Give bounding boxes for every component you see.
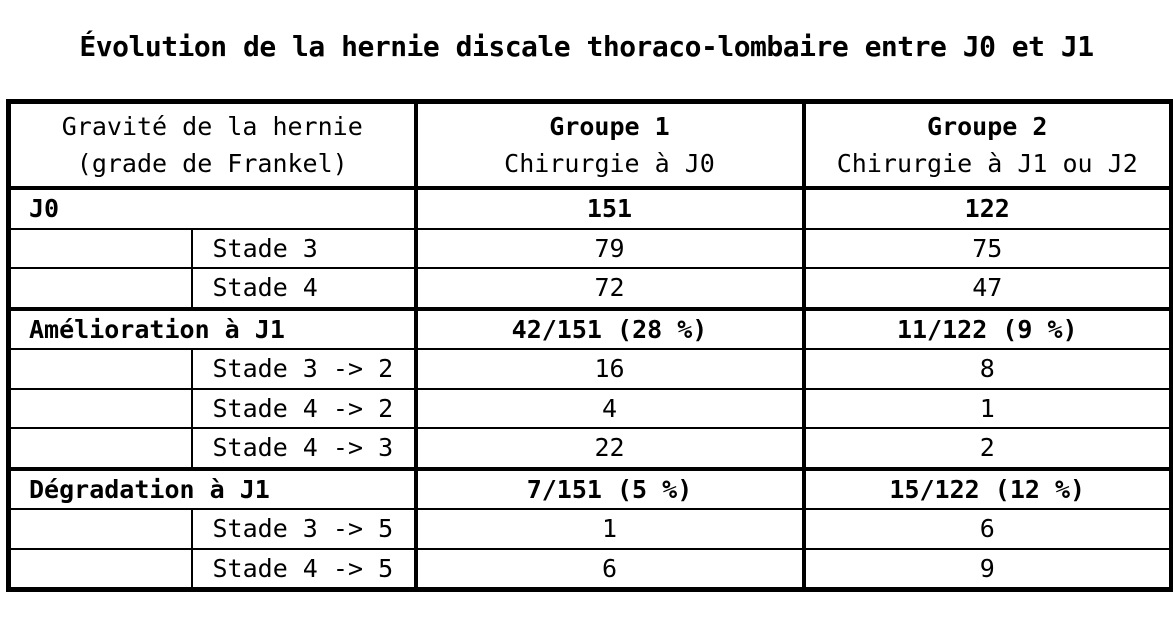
group1-cell: 16 — [416, 349, 804, 389]
header-group2-subtitle: Chirurgie à J1 ou J2 — [836, 149, 1138, 178]
group2-cell: 122 — [804, 188, 1172, 229]
stage-label: Stade 4 -> 5 — [192, 549, 416, 590]
group1-cell: 1 — [416, 509, 804, 549]
stage-label: Stade 3 -> 2 — [192, 349, 416, 389]
empty-cell — [9, 549, 192, 590]
header-severity — [9, 102, 416, 189]
empty-cell — [9, 229, 192, 269]
section-label: J0 — [9, 188, 416, 229]
group2-cell: 15/122 (12 %) — [804, 469, 1172, 510]
group1-cell: 6 — [416, 549, 804, 590]
header-group2-title: Groupe 2 — [927, 111, 1048, 141]
stage-label: Stade 3 -> 5 — [192, 509, 416, 549]
table-row — [9, 509, 1172, 549]
table-row — [9, 268, 1172, 309]
group1-cell: 7/151 (5 %) — [416, 469, 804, 510]
empty-cell — [9, 349, 192, 389]
group2-cell: 2 — [804, 428, 1172, 469]
table-row — [9, 229, 1172, 269]
group2-cell: 8 — [804, 349, 1172, 389]
section-row-improvement — [9, 309, 1172, 350]
group2-cell: 11/122 (9 %) — [804, 309, 1172, 350]
group1-cell: 4 — [416, 389, 804, 429]
results-table — [6, 99, 1173, 592]
empty-cell — [9, 509, 192, 549]
group2-cell: 6 — [804, 509, 1172, 549]
group1-cell: 151 — [416, 188, 804, 229]
header-row — [9, 102, 1172, 189]
group2-cell: 9 — [804, 549, 1172, 590]
header-group1 — [416, 102, 804, 189]
stage-label: Stade 3 — [192, 229, 416, 269]
group1-cell: 72 — [416, 268, 804, 309]
section-label: Dégradation à J1 — [9, 469, 416, 510]
header-group1-title: Groupe 1 — [549, 111, 670, 141]
group1-cell: 22 — [416, 428, 804, 469]
section-row-j0 — [9, 188, 1172, 229]
table-row — [9, 428, 1172, 469]
group1-cell: 79 — [416, 229, 804, 269]
empty-cell — [9, 428, 192, 469]
section-row-degradation — [9, 469, 1172, 510]
header-group2 — [804, 102, 1172, 189]
group2-cell: 1 — [804, 389, 1172, 429]
page-title: Évolution de la hernie discale thoraco-lombaire entre J0 et J1 — [79, 30, 1094, 63]
group2-cell: 75 — [804, 229, 1172, 269]
stage-label: Stade 4 — [192, 268, 416, 309]
stage-label: Stade 4 -> 2 — [192, 389, 416, 429]
header-severity-subtitle: (grade de Frankel) — [76, 149, 348, 178]
empty-cell — [9, 389, 192, 429]
section-label: Amélioration à J1 — [9, 309, 416, 350]
stage-label: Stade 4 -> 3 — [192, 428, 416, 469]
table-row — [9, 389, 1172, 429]
table-row — [9, 549, 1172, 590]
header-group1-subtitle: Chirurgie à J0 — [504, 149, 715, 178]
group1-cell: 42/151 (28 %) — [416, 309, 804, 350]
group2-cell: 47 — [804, 268, 1172, 309]
table-row — [9, 349, 1172, 389]
empty-cell — [9, 268, 192, 309]
header-severity-title: Gravité de la hernie — [61, 111, 363, 141]
